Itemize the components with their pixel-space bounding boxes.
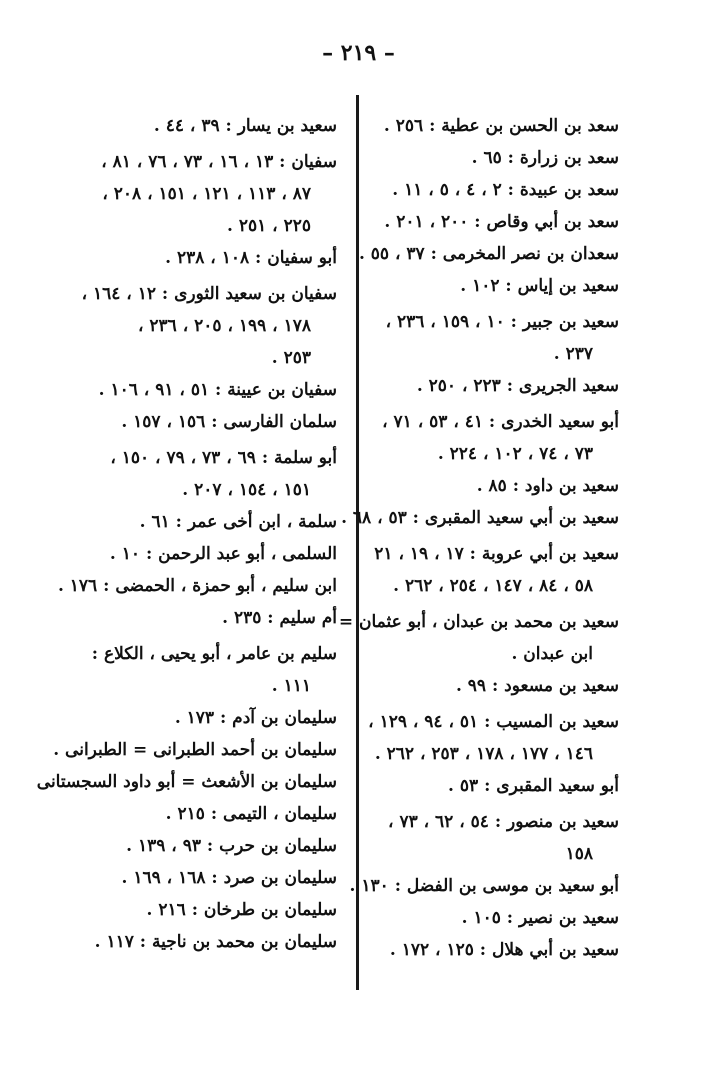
entry-line: أبو سفيان : ١٠٨ ، ٢٣٨ . xyxy=(165,248,337,268)
entry-line: أبو سلمة : ٦٩ ، ٧٣ ، ٧٩ ، ١٥٠ ، xyxy=(110,448,337,468)
index-entry xyxy=(367,902,619,934)
entry-line: سعد بن الحسن بن عطية : ٢٥٦ . xyxy=(383,116,619,136)
index-entry xyxy=(99,506,337,538)
index-entry xyxy=(367,706,619,770)
index-entry xyxy=(367,770,619,802)
entry-line: سعيد بن مسعود : ٩٩ . xyxy=(455,676,619,696)
index-column-left xyxy=(36,110,337,958)
entry-line: سعد بن أبي وقاص : ٢٠٠ ، ٢٠١ . xyxy=(384,212,619,232)
entry-line: سعيد بن منصور : ٥٤ ، ٦٢ ، ٧٣ ، xyxy=(388,812,619,832)
index-entry xyxy=(36,766,337,798)
entry-continuation-line: ٨٧ ، ١١٣ ، ١٢١ ، ١٥١ ، ٢٠٨ ، xyxy=(102,184,311,204)
index-entry xyxy=(57,570,337,602)
index-entry xyxy=(99,406,337,438)
entry-continuation-line: ٥٨ ، ٨٤ ، ١٤٧ ، ٢٥٤ ، ٢٦٢ . xyxy=(393,576,593,596)
entry-line: سعيد بن أبي عروبة : ١٧ ، ١٩ ، ٢١ xyxy=(374,544,619,564)
index-entry xyxy=(99,242,337,274)
entry-line: سعيد بن أبي هلال : ١٢٥ ، ١٧٢ . xyxy=(389,940,619,960)
index-entry xyxy=(367,174,619,206)
entry-line: سعيد بن يسار : ٣٩ ، ٤٤ . xyxy=(153,116,337,136)
index-entry xyxy=(99,894,337,926)
entry-line: ابن سليم ، أبو حمزة ، الحمضى : ١٧٦ . xyxy=(57,576,337,596)
index-entry xyxy=(367,934,619,966)
entry-line: سعدان بن نصر المخرمى : ٣٧ ، ٥٥ . xyxy=(358,244,619,264)
entry-continuation-line: ابن عبدان . xyxy=(511,644,593,664)
index-entry xyxy=(99,538,337,570)
entry-continuation-line: ٢٢٥ ، ٢٥١ . xyxy=(227,216,311,236)
entry-line: سليمان بن آدم : ١٧٣ . xyxy=(174,708,337,728)
index-entry xyxy=(367,206,619,238)
index-entry xyxy=(358,238,619,270)
index-entry xyxy=(99,830,337,862)
index-entry xyxy=(338,606,619,670)
index-entry xyxy=(99,442,337,506)
index-entry xyxy=(81,278,337,374)
entry-line: السلمى ، أبو عبد الرحمن : ١٠ . xyxy=(109,544,337,564)
index-entry xyxy=(367,806,619,870)
entry-line: سعد بن عبيدة : ٢ ، ٤ ، ٥ ، ١١ . xyxy=(392,180,619,200)
index-entry xyxy=(367,306,619,370)
index-entry xyxy=(91,638,337,702)
entry-line: سلمان الفارسى : ١٥٦ ، ١٥٧ . xyxy=(121,412,337,432)
entry-continuation-line: ١٥١ ، ١٥٤ ، ٢٠٧ . xyxy=(182,480,311,500)
entry-continuation-line: ٢٣٧ . xyxy=(553,344,593,364)
index-entry xyxy=(94,926,337,958)
index-entry xyxy=(99,602,337,634)
page-number: – ٢١٩ – xyxy=(322,40,395,66)
entry-continuation-line: ١١١ . xyxy=(271,676,311,696)
entry-line: سليمان بن الأشعث = أبو داود السجستانى xyxy=(36,772,337,792)
index-entry xyxy=(367,110,619,142)
index-entry xyxy=(99,862,337,894)
entry-line: أبو سعيد الخدرى : ٤١ ، ٥٣ ، ٧١ ، xyxy=(382,412,619,432)
index-entry xyxy=(99,110,337,142)
entry-line: أبو سعيد المقبرى : ٥٣ . xyxy=(448,776,619,796)
index-entry xyxy=(99,146,337,242)
index-entry xyxy=(367,142,619,174)
index-entry xyxy=(341,502,619,534)
index-column-right xyxy=(338,110,619,966)
entry-continuation-line: ١٥٨ xyxy=(565,844,593,864)
entry-line: سليمان بن أحمد الطبرانى = الطبرانى . xyxy=(53,740,337,760)
index-entry xyxy=(367,370,619,402)
entry-line: سعيد بن إياس : ١٠٢ . xyxy=(460,276,619,296)
entry-line: سليمان ، التيمى : ٢١٥ . xyxy=(165,804,337,824)
index-entry xyxy=(99,374,337,406)
entry-continuation-line: ١٤٦ ، ١٧٧ ، ١٧٨ ، ٢٥٣ ، ٢٦٢ . xyxy=(374,744,593,764)
index-entry xyxy=(349,870,619,902)
index-entry xyxy=(367,270,619,302)
index-entry xyxy=(367,470,619,502)
entry-line: سعيد بن المسيب : ٥١ ، ٩٤ ، ١٢٩ ، xyxy=(368,712,619,732)
entry-line: سعيد الجريرى : ٢٢٣ ، ٢٥٠ . xyxy=(416,376,619,396)
entry-line: سليمان بن طرخان : ٢١٦ . xyxy=(146,900,337,920)
entry-line: سعيد بن نصير : ١٠٥ . xyxy=(461,908,619,928)
index-entry xyxy=(367,406,619,470)
entry-line: أبو سعيد بن موسى بن الفضل : ١٣٠ . xyxy=(349,876,619,896)
entry-line: سفيان بن عيينة : ٥١ ، ٩١ ، ١٠٦ . xyxy=(98,380,337,400)
entry-line: سعيد بن داود : ٨٥ . xyxy=(476,476,619,496)
entry-line: سليمان بن محمد بن ناجية : ١١٧ . xyxy=(94,932,337,952)
entry-continuation-line: ٧٣ ، ٧٤ ، ١٠٢ ، ٢٢٤ . xyxy=(437,444,593,464)
entry-line: سليمان بن صرد : ١٦٨ ، ١٦٩ . xyxy=(121,868,337,888)
index-entry xyxy=(99,798,337,830)
entry-line: أم سليم : ٢٣٥ . xyxy=(222,608,337,628)
entry-line: سفيان : ١٣ ، ١٦ ، ٧٣ ، ٧٦ ، ٨١ ، xyxy=(101,152,337,172)
entry-line: سليمان بن حرب : ٩٣ ، ١٣٩ . xyxy=(126,836,337,856)
entry-line: سعيد بن محمد بن عبدان ، أبو عثمان = xyxy=(338,612,619,632)
column-divider xyxy=(356,95,359,990)
entry-continuation-line: ١٧٨ ، ١٩٩ ، ٢٠٥ ، ٢٣٦ ، xyxy=(137,316,311,336)
index-entry xyxy=(53,734,337,766)
entry-line: سعد بن زرارة : ٦٥ . xyxy=(471,148,619,168)
index-entry xyxy=(367,670,619,702)
entry-line: سعيد بن جبير : ١٠ ، ١٥٩ ، ٢٣٦ ، xyxy=(385,312,619,332)
entry-line: سفيان بن سعيد الثورى : ١٢ ، ١٦٤ ، xyxy=(81,284,337,304)
entry-line: سعيد بن أبي سعيد المقبرى : ٥٣ ، ٦٨ . xyxy=(341,508,619,528)
entry-line: سلمة ، ابن أخى عمر : ٦١ . xyxy=(139,512,337,532)
entry-line: سليم بن عامر ، أبو يحيى ، الكلاع : xyxy=(91,644,337,664)
index-entry xyxy=(99,702,337,734)
index-entry xyxy=(367,538,619,602)
entry-continuation-line: ٢٥٣ . xyxy=(271,348,311,368)
